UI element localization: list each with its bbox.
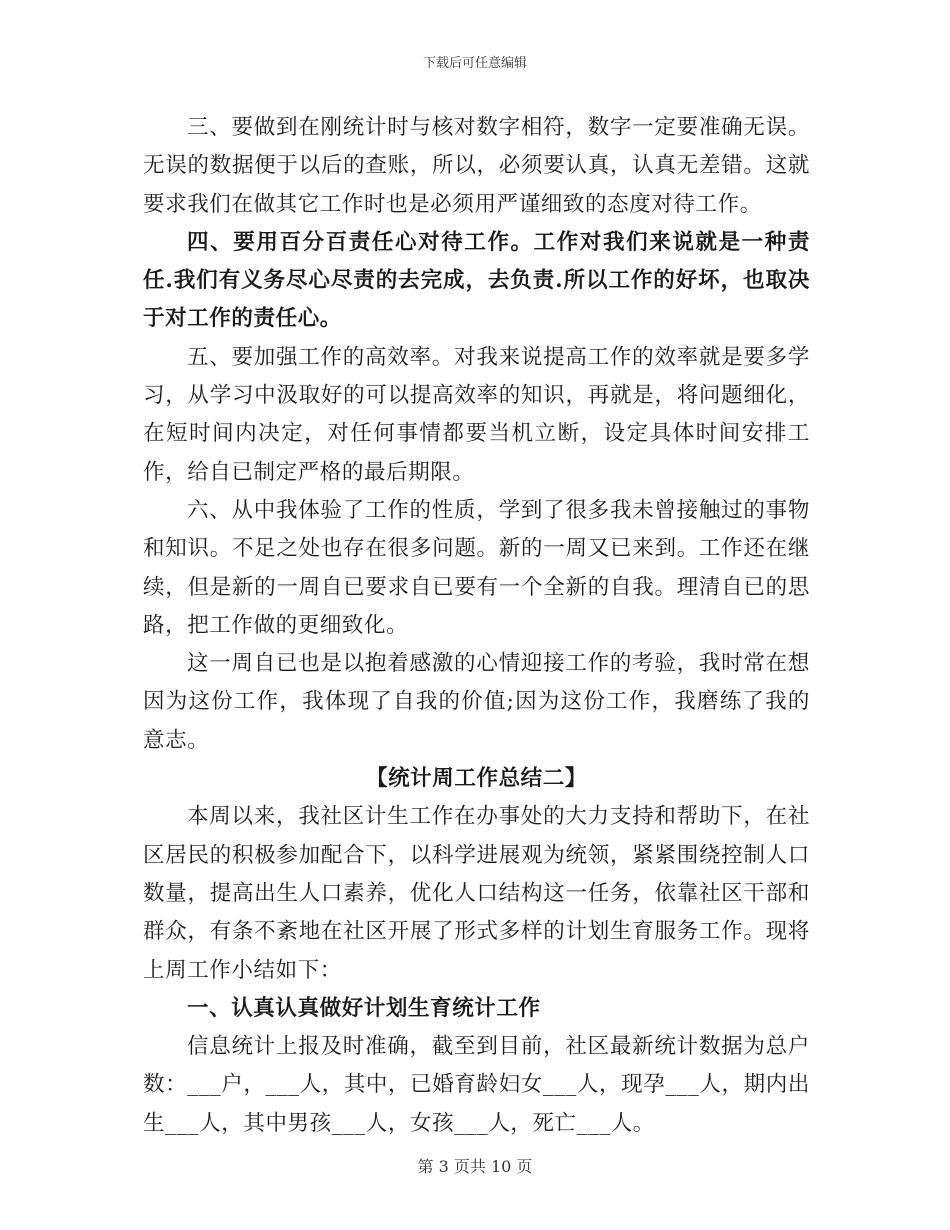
paragraph-four: 四、要用百分百责任心对待工作。工作对我们来说就是一种责任.我们有义务尽心尽责的去完成，去负责.所以工作的好坏，也取决于对工作的责任心。 — [143, 229, 810, 332]
paragraph-six: 六、从中我体验了工作的性质，学到了很多我未曾接触过的事物和知识。不足之处也存在很多问题。新的一周又已来到。工作还在继续，但是新的一周自已要求自已要有一个全新的自我。理清自已的思路，把工作做的更细致化。 — [143, 497, 810, 638]
subsection-heading: 一、认真认真做好计划生育统计工作 — [187, 995, 541, 1021]
paragraph-three: 三、要做到在刚统计时与核对数字相符，数字一定要准确无误。无误的数据便于以后的查账，所以，必须要认真，认真无差错。这就要求我们在做其它工作时也是必须用严谨细致的态度对待工作。 — [143, 115, 810, 217]
page-footer: 第 3 页共 10 页 — [417, 1157, 533, 1176]
section-title: 【统计周工作总结二】 — [365, 766, 587, 792]
paragraph-statistics: 信息统计上报及时准确，截至到目前，社区最新统计数据为总户数：___户，___人，其中，已婚育龄妇女___人，现孕___人，期内出生___人，其中男孩___人，女孩___人，死亡___人。 — [143, 1034, 810, 1136]
page-header: 下载后可任意编辑 — [422, 56, 527, 71]
paragraph-five: 五、要加强工作的高效率。对我来说提高工作的效率就是要多学习，从学习中汲取好的可以提高效率的知识，再就是，将问题细化，在短时间内决定，对任何事情都要当机立断，设定具体时间安排工作，给自已制定严格的最后期限。 — [143, 344, 810, 485]
paragraph-intro: 本周以来，我社区计生工作在办事处的大力支持和帮助下，在社区居民的积极参加配合下，以科学进展观为统领，紧紧围绕控制人口数量，提高出生人口素养，优化人口结构这一任务，依靠社区干部和群众，有条不紊地在社区开展了形式多样的计划生育服务工作。现将上周工作小结如下： — [143, 804, 810, 983]
document-body — [143, 109, 810, 1143]
paragraph-reflection: 这一周自已也是以抱着感激的心情迎接工作的考验，我时常在想因为这份工作，我体现了自我的价值;因为这份工作，我磨练了我的意志。 — [143, 651, 810, 753]
